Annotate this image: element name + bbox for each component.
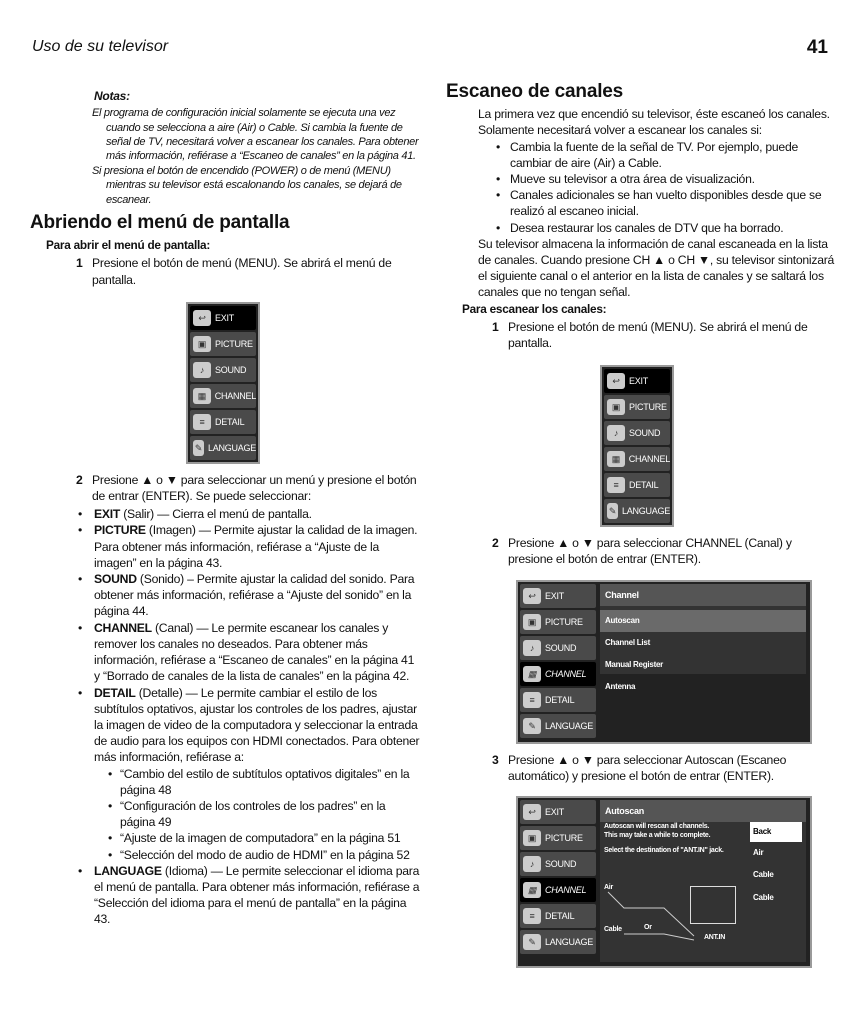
menu-item-sound: ♪ SOUND (604, 421, 670, 445)
scan-intro: La primera vez que encendió su televisor, éste escaneó los canales. Solamente necesitará volver a escanear los canales si: (478, 107, 830, 138)
menu-item-exit: ↩ EXIT (520, 800, 596, 824)
channel-icon: ▦ (607, 451, 625, 467)
menu-item-language: ✎ LANGUAGE (190, 436, 256, 460)
option-cable-2[interactable]: Cable (753, 892, 774, 902)
option-cable[interactable]: Cable (753, 870, 774, 880)
note-1: El programa de configuración inicial solamente se ejecuta una vez cuando se selecciona a aire (Air) o Cable. Si cambia la fuente de señal de TV, necesitará volver a escanear los canales. Para obtener más información, refiérase a “Escaneo de canales” en la página 41. (92, 107, 419, 163)
menu-item-exit: ↩ EXIT (190, 306, 256, 330)
autoscan-screenshot (516, 796, 812, 968)
language-icon: ✎ (607, 503, 618, 519)
picture-icon: ▣ (607, 399, 625, 415)
bullet-detail: • DETAIL (Detalle) — Le permite cambiar el estilo de los subtítulos optativos, ajustar los controles de los padres, ajustar la imagen de video de la computadora y seleccionar la entrada de audio para los equipos con HDMI conectados. Para obtener más información, refiérase a: (78, 685, 420, 765)
exit-icon: ↩ (607, 373, 625, 389)
sub-bullet-2: • “Configuración de los controles de los padres” en la página 49 (108, 798, 386, 830)
left-column (30, 80, 422, 928)
left-step-2 (30, 472, 422, 504)
sound-icon: ♪ (523, 640, 541, 656)
exit-icon: ↩ (523, 588, 541, 604)
subheading-open-menu: Para abrir el menú de pantalla: (46, 238, 211, 253)
scan-bullet-3: • Canales adicionales se han vuelto disponibles desde que se realizó al escaneo inicial. (496, 188, 822, 219)
menu-item-detail: ≡ DETAIL (520, 688, 596, 712)
option-channel-list: Channel List (605, 638, 651, 648)
menu-item-language: ✎ LANGUAGE (520, 930, 596, 954)
note-2: Si presiona el botón de encendido (POWER) o de menú (MENU) mientras su televisor está escalonando los canales, se dejará de escanear. (92, 164, 402, 206)
diagram-antin-label: ANT.IN (704, 934, 726, 942)
right-step-2: 2 Presione ▲ o ▼ para seleccionar CHANNEL (Canal) y presione el botón de entrar (ENTER). (492, 536, 792, 567)
right-step-3: 3 Presione ▲ o ▼ para seleccionar Autoscan (Escaneo automático) y presione el botón de entrar (ENTER). (492, 752, 787, 783)
bullet-language: • LANGUAGE (Idioma) — Le permite seleccionar el idioma para el menú de pantalla. Para obtener más información, refiérase a “Selección del idioma para el menú de pantalla” en la página 43. (78, 863, 420, 927)
menu-screenshot-1 (186, 302, 260, 464)
autoscan-msg-2: This may take a while to complete. (604, 832, 711, 840)
autoscan-title: Autoscan (600, 800, 806, 822)
subheading-scan: Para escanear los canales: (462, 301, 607, 316)
option-antenna: Antenna (605, 682, 636, 692)
channel-icon: ▦ (523, 666, 541, 682)
menu-item-detail: ≡ DETAIL (520, 904, 596, 928)
menu-item-sound: ♪ SOUND (190, 358, 256, 382)
exit-icon: ↩ (193, 310, 211, 326)
sound-icon: ♪ (193, 362, 211, 378)
diagram-cable-label: Cable (604, 926, 622, 934)
scan-bullet-2: • Mueve su televisor a otra área de visualización. (496, 172, 755, 187)
menu-item-exit: ↩ EXIT (604, 369, 670, 393)
option-manual-register: Manual Register (605, 660, 664, 670)
diagram-or-label: Or (644, 924, 652, 932)
connection-diagram (604, 878, 744, 956)
bullet-channel: • CHANNEL (Canal) — Le permite escanear los canales y remover los canales no deseados. Para obtener más información, refiérase a “Escaneo de canales” en la página 41 y “Borrado de canales de la lista de canales” en la página 42. (78, 620, 415, 684)
menu-item-picture: ▣ PICTURE (520, 610, 596, 634)
bullet-exit: • EXIT (Salir) — Cierra el menú de pantalla. (78, 507, 312, 522)
page-section-title: Uso de su televisor (32, 38, 169, 55)
menu-item-detail: ≡ DETAIL (604, 473, 670, 497)
option-air[interactable]: Air (753, 848, 764, 858)
language-icon: ✎ (523, 934, 541, 950)
menu-item-language: ✎ LANGUAGE (604, 499, 670, 523)
scan-bullet-1: • Cambia la fuente de la señal de TV. Por ejemplo, puede cambiar de aire (Air) a Cable. (496, 139, 799, 170)
menu-item-channel: ▦ CHANNEL (520, 878, 596, 902)
language-icon: ✎ (523, 718, 541, 734)
language-icon: ✎ (193, 440, 204, 456)
menu-item-sound: ♪ SOUND (520, 852, 596, 876)
channel-menu-screenshot (516, 580, 812, 744)
detail-icon: ≡ (607, 477, 625, 493)
picture-icon: ▣ (523, 830, 541, 846)
option-back[interactable]: Back (750, 822, 802, 842)
notes-title: Notas: (94, 89, 130, 103)
menu-item-picture: ▣ PICTURE (604, 395, 670, 419)
menu-item-picture: ▣ PICTURE (190, 332, 256, 356)
scan-paragraph: Su televisor almacena la información de canal escaneada en la lista de canales. Cuando presione CH ▲ o CH ▼, su televisor sintonizará el siguiente canal o el anterior en la lista de canales y se saltará los canales que no tengan señal. (478, 236, 835, 300)
left-step-1 (30, 255, 422, 287)
picture-icon: ▣ (523, 614, 541, 630)
sound-icon: ♪ (607, 425, 625, 441)
diagram-air-label: Air (604, 884, 613, 892)
detail-icon: ≡ (193, 414, 211, 430)
channel-icon: ▦ (193, 388, 211, 404)
menu-item-channel: ▦ CHANNEL (604, 447, 670, 471)
detail-icon: ≡ (523, 908, 541, 924)
sub-bullet-3: • “Ajuste de la imagen de computadora” en la página 51 (108, 831, 401, 846)
page-number: 41 (806, 37, 828, 58)
option-autoscan: Autoscan (600, 610, 806, 632)
picture-icon: ▣ (193, 336, 211, 352)
autoscan-panel (600, 800, 806, 962)
menu-item-exit: ↩ EXIT (520, 584, 596, 608)
step-text: Presione ▲ o ▼ para seleccionar un menú y presione el botón de entrar (ENTER). Se puede seleccionar: (92, 472, 417, 504)
sound-icon: ♪ (523, 856, 541, 872)
detail-icon: ≡ (523, 692, 541, 708)
channel-panel (600, 584, 806, 692)
bullet-sound: • SOUND (Sonido) – Permite ajustar la calidad del sonido. Para obtener más información, refiérase a “Ajuste del sonido” en la página 44. (78, 572, 415, 619)
menu-item-channel: ▦ CHANNEL (190, 384, 256, 408)
sub-bullet-1: • “Cambio del estilo de subtítulos optativos digitales” en la página 48 (108, 766, 410, 797)
menu-screenshot-2 (600, 365, 674, 527)
step-number: 1 (76, 256, 83, 271)
step-text: Presione el botón de menú (MENU). Se abrirá el menú de pantalla. (92, 256, 392, 287)
heading-scan: Escaneo de canales (446, 81, 624, 102)
channel-icon: ▦ (523, 882, 541, 898)
bullet-picture: • PICTURE (Imagen) — Permite ajustar la calidad de la imagen. Para obtener más información, refiérase a “Ajuste de la imagen” en la página 43. (78, 523, 418, 570)
step-number: 2 (76, 472, 83, 487)
exit-icon: ↩ (523, 804, 541, 820)
channel-panel-title: Channel (600, 584, 806, 606)
cable-lines-icon (604, 878, 744, 956)
autoscan-msg-3: Select the destination of "ANT.IN" jack. (604, 847, 724, 855)
right-step-1: 1 Presione el botón de menú (MENU). Se abrirá el menú de pantalla. (492, 319, 808, 351)
right-column (446, 81, 838, 968)
menu-item-sound: ♪ SOUND (520, 636, 596, 660)
scan-bullet-4: • Desea restaurar los canales de DTV que ha borrado. (496, 220, 784, 235)
heading-menu: Abriendo el menú de pantalla (30, 212, 290, 234)
autoscan-msg-1: Autoscan will rescan all channels. (604, 823, 710, 831)
menu-item-language: ✎ LANGUAGE (520, 714, 596, 738)
menu-item-detail: ≡ DETAIL (190, 410, 256, 434)
sub-bullet-4: • “Selección del modo de audio de HDMI” en la página 52 (108, 847, 410, 862)
menu-item-channel: ▦ CHANNEL (520, 662, 596, 686)
menu-item-picture: ▣ PICTURE (520, 826, 596, 850)
